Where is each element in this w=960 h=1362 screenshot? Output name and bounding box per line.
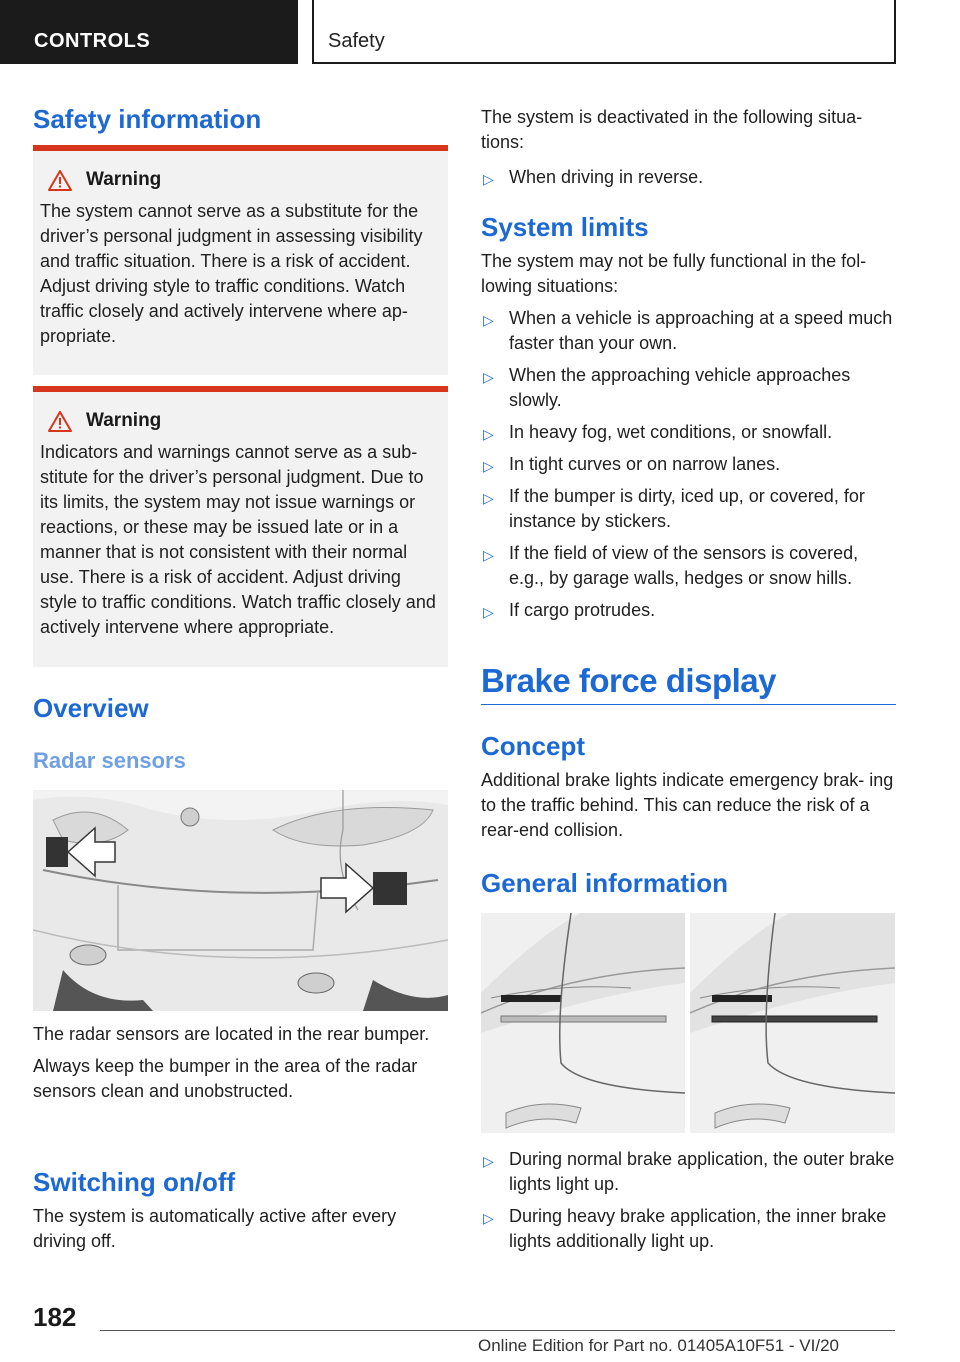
bullet-triangle-icon: ▷ — [483, 171, 494, 187]
concept-paragraph: Additional brake lights indicate emergency brak‐ ing to the traffic behind. This can reduce the risk of a rear-end collision. — [481, 770, 894, 840]
general-info-heading: General information — [481, 868, 729, 898]
radar-sensor-illustration — [33, 790, 448, 1011]
radar-paragraph-2: Always keep the bumper in the area of the radar sensors clean and unobstructed. — [33, 1056, 418, 1101]
system-limits-heading: System limits — [481, 212, 649, 242]
bullet-triangle-icon: ▷ — [483, 1210, 494, 1226]
list-item: ▷ In heavy fog, wet conditions, or snowfall. — [481, 420, 896, 445]
limits-paragraph: The system may not be fully functional in the fol‐ lowing situations: — [481, 251, 867, 296]
radar-paragraph-1: The radar sensors are located in the rear bumper. — [33, 1024, 430, 1044]
warning-title-2: Warning — [86, 410, 162, 431]
list-item: ▷ If the field of view of the sensors is covered, e.g., by garage walls, hedges or snow hills. — [483, 543, 859, 588]
brake-lights-list — [481, 1147, 896, 1254]
warning-box-1 — [33, 145, 448, 375]
warning-header-2 — [40, 410, 442, 432]
warning-header-1 — [40, 169, 442, 191]
bullet-triangle-icon: ▷ — [483, 369, 494, 385]
safety-info-heading: Safety information — [33, 104, 262, 134]
list-item: ▷ In tight curves or on narrow lanes. — [481, 452, 896, 477]
list-item: ▷ When driving in reverse. — [481, 165, 896, 190]
radar-sensors-heading: Radar sensors — [33, 748, 186, 773]
list-item: ▷ If cargo protrudes. — [481, 598, 896, 623]
overview-heading: Overview — [33, 693, 149, 723]
list-item: ▷ During normal brake application, the outer brake lights light up. — [483, 1149, 895, 1194]
warning-triangle-icon — [48, 170, 72, 191]
deactivated-list — [481, 165, 896, 190]
switching-heading: Switching on/off — [33, 1167, 236, 1197]
deactivated-paragraph: The system is deactivated in the following situa‐ tions: — [481, 107, 863, 152]
warning-box-2 — [33, 386, 448, 667]
concept-heading: Concept — [481, 731, 585, 761]
footer-rule — [100, 1330, 895, 1331]
section-label: CONTROLS — [34, 30, 151, 52]
brake-force-display-heading: Brake force display — [481, 662, 776, 699]
list-item: ▷ If the bumper is dirty, iced up, or covered, for instance by stickers. — [483, 486, 865, 531]
chapter-tab — [312, 0, 896, 64]
heading-rule — [481, 704, 896, 705]
bullet-triangle-icon: ▷ — [483, 547, 494, 563]
bullet-triangle-icon: ▷ — [483, 490, 494, 506]
bullet-triangle-icon: ▷ — [483, 312, 494, 328]
chapter-label: Safety — [328, 30, 385, 52]
edition-text: Online Edition for Part no. 01405A10F51 - VI/20 — [478, 1336, 840, 1355]
warning-title-1: Warning — [86, 169, 162, 190]
section-tab — [0, 0, 298, 64]
limits-list — [481, 306, 896, 623]
list-item: ▷ When a vehicle is approaching at a speed much faster than your own. — [483, 308, 893, 353]
brake-light-heavy-image — [690, 913, 895, 1133]
warning-text-2: Indicators and warnings cannot serve as a sub‐ stitute for the driver’s personal judgment. Due to its limits, the system may not issue warnings or reactions, or these may be issued late or in a manner that is not consistent with their normal use. There is a risk of accident. Adjust driving style to traffic conditions. Watch traffic closely and actively intervene where appropriate. — [40, 442, 436, 637]
warning-triangle-icon — [48, 411, 72, 432]
list-item: ▷ When the approaching vehicle approaches slowly. — [483, 365, 851, 410]
brake-light-outer-illustration — [481, 913, 685, 1133]
bullet-triangle-icon: ▷ — [483, 604, 494, 620]
brake-light-inner-illustration — [690, 913, 895, 1133]
brake-light-normal-image — [481, 913, 685, 1133]
page-number: 182 — [33, 1302, 77, 1332]
warning-text-1: The system cannot serve as a substitute for the driver’s personal judgment in assessing visibility and traffic situation. There is a risk of accident. Adjust driving style to traffic conditions. Watch traffic closely and actively intervene where ap‐ propriate. — [40, 201, 423, 346]
switching-paragraph: The system is automatically active after every driving off. — [33, 1206, 397, 1251]
bullet-triangle-icon: ▷ — [483, 1153, 494, 1169]
list-item: ▷ During heavy brake application, the inner brake lights additionally light up. — [483, 1206, 887, 1251]
bullet-triangle-icon: ▷ — [483, 458, 494, 474]
bullet-triangle-icon: ▷ — [483, 426, 494, 442]
car-rear-image — [33, 790, 448, 1011]
